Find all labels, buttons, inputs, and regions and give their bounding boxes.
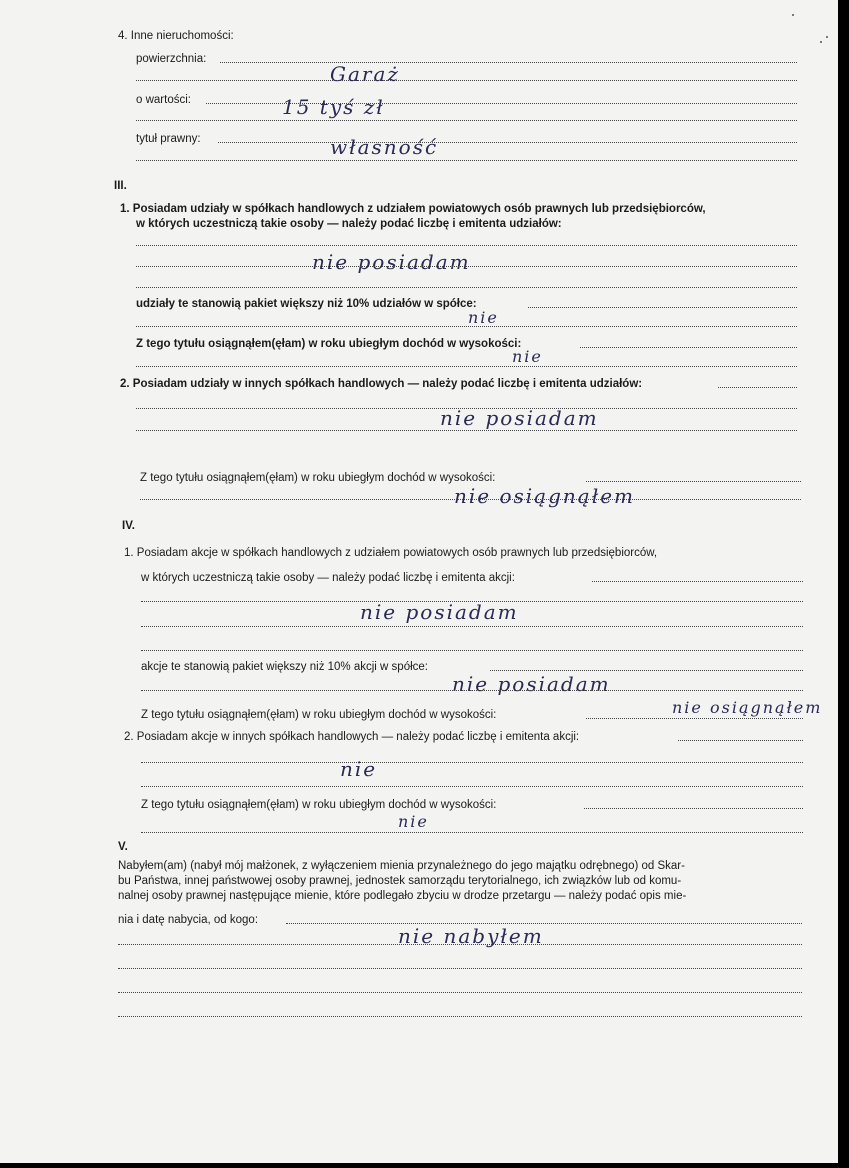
iv-q2-dochod-value: nie (398, 812, 429, 831)
dotted-line (592, 581, 803, 582)
dotted-line (586, 481, 801, 482)
iv-q2-value: nie (340, 757, 378, 781)
dotted-line (220, 62, 797, 63)
dotted-line (136, 366, 797, 367)
section-iv-heading: IV. (122, 520, 136, 532)
scan-border-right (838, 0, 849, 1168)
dotted-line (584, 808, 803, 809)
dotted-line (136, 80, 797, 81)
dotted-line (678, 740, 803, 741)
v-line4: nia i datę nabycia, od kogo: (118, 914, 259, 926)
iv-q1-dochod-label: Z tego tytułu osiągnąłem(ęłam) w roku ubiegłym dochód w wysokości: (141, 709, 497, 721)
iv-q2-dochod-label: Z tego tytułu osiągnąłem(ęłam) w roku ubiegłym dochód w wysokości: (141, 799, 497, 811)
scan-speck (792, 14, 794, 16)
v-value: nie nabyłem (398, 924, 544, 948)
iv-q2-label: 2. Posiadam akcje w innych spółkach handlowych — należy podać liczbę i emitenta akcji: (124, 731, 580, 743)
iv-q1-pakiet-label: akcje te stanowią pakiet większy niż 10% akcji w spółce: (141, 661, 428, 673)
dotted-line (586, 718, 803, 719)
iii-q1-pakiet-value: nie (468, 308, 499, 327)
item-4-label: 4. Inne nieruchomości: (118, 30, 234, 42)
dotted-line (218, 142, 797, 143)
dotted-line (118, 968, 802, 969)
dotted-line (490, 670, 803, 671)
iii-q1-pakiet-label: udziały te stanowią pakiet większy niż 10% udziałów w spółce: (136, 298, 477, 310)
iii-q1-dochod-value: nie (512, 347, 543, 366)
section-iii-heading: III. (114, 180, 127, 192)
iv-q1-pakiet-value: nie posiadam (452, 672, 611, 696)
v-line2: bu Państwa, innej państwowej osoby prawnej, jednostek samorządu terytorialnego, ich związków lub od komu- (118, 875, 682, 887)
powierzchnia-label: powierzchnia: (136, 53, 207, 65)
dotted-line (580, 347, 797, 348)
dotted-line (141, 786, 803, 787)
tytul-value: własność (330, 135, 439, 159)
iii-q2-value: nie posiadam (440, 406, 599, 430)
iv-q1-line1: 1. Posiadam akcje w spółkach handlowych z udziałem powiatowych osób prawnych lub przedsiębiorców, (124, 547, 658, 559)
iii-q2-dochod-label: Z tego tytułu osiągnąłem(ęłam) w roku ubiegłym dochód w wysokości: (140, 472, 496, 484)
iv-q1-line2: w których uczestniczą takie osoby — należy podać liczbę i emitenta akcji: (141, 572, 515, 584)
dotted-line (136, 430, 797, 431)
dotted-line (141, 626, 803, 627)
dotted-line (286, 923, 802, 924)
iv-q1-dochod-value: nie osiągnąłem (672, 698, 823, 717)
iii-q1-line1: 1. Posiadam udziały w spółkach handlowych z udziałem powiatowych osób prawnych lub przedsiębiorców, (120, 203, 706, 215)
iii-q2-dochod-value: nie osiągnąłem (454, 484, 635, 508)
dotted-line (141, 762, 803, 763)
dotted-line (136, 266, 797, 267)
iii-q1-line2: w których uczestniczą takie osoby — należy podać liczbę i emitenta udziałów: (136, 218, 562, 230)
scan-border-bottom (0, 1163, 849, 1168)
v-line1: Nabyłem(am) (nabył mój małżonek, z wyłączeniem mienia przynależnego do jego majątku odrębnego) od Skar- (118, 860, 685, 872)
iv-q1-value: nie posiadam (360, 600, 519, 624)
dotted-line (118, 1016, 802, 1017)
powierzchnia-value: Garaż (330, 62, 400, 86)
dotted-line (528, 307, 797, 308)
dotted-line (118, 992, 802, 993)
dotted-line (141, 650, 803, 651)
dotted-line (136, 245, 797, 246)
iii-q2-label: 2. Posiadam udziały w innych spółkach handlowych — należy podać liczbę i emitenta udziałów: (120, 378, 643, 390)
o-wartosci-label: o wartości: (136, 94, 191, 106)
v-line3: nalnej osoby prawnej następujące mienie, które podlegało zbyciu w drodze przetargu — należy podać opis mie- (118, 890, 687, 902)
dotted-line (141, 832, 803, 833)
section-v-heading: V. (118, 841, 128, 853)
dotted-line (118, 944, 802, 945)
dotted-line (718, 387, 797, 388)
dotted-line (136, 120, 797, 121)
iii-q1-value: nie posiadam (312, 250, 471, 274)
dotted-line (136, 287, 797, 288)
o-wartosci-value: 15 tyś zł (282, 95, 385, 119)
dotted-line (141, 690, 803, 691)
dotted-line (140, 499, 801, 500)
scan-speck (820, 41, 822, 43)
dotted-line (136, 326, 797, 327)
tytul-label: tytuł prawny: (136, 133, 201, 145)
iii-q1-dochod-label: Z tego tytułu osiągnąłem(ęłam) w roku ubiegłym dochód w wysokości: (136, 338, 522, 350)
dotted-line (136, 160, 797, 161)
scan-speck (826, 36, 828, 38)
